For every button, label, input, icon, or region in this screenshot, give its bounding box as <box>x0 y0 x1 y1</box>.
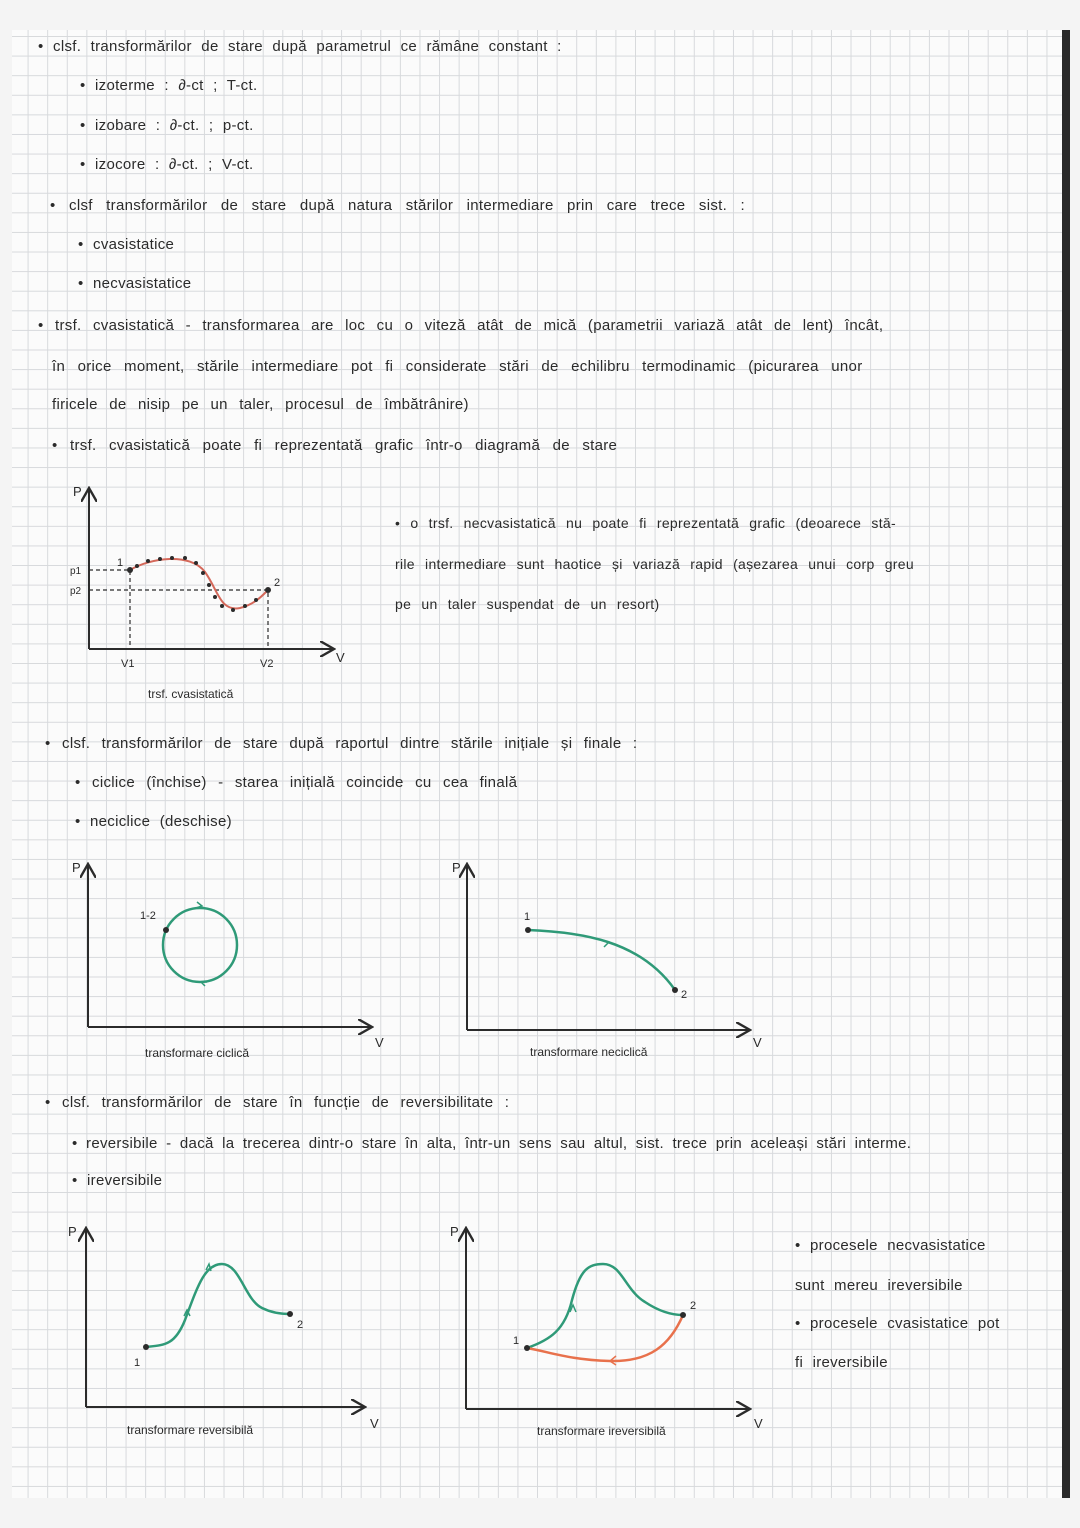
v1-label: V1 <box>121 658 135 670</box>
side-note-line: rile intermediare sunt haotice și variază rapid (așezarea unui corp greu <box>395 556 914 572</box>
quasistatic-diagram <box>70 484 345 701</box>
point2-label: 2 <box>274 577 281 589</box>
p-axis-label: P <box>73 484 82 499</box>
reversible-curve <box>146 1264 290 1347</box>
list-item: • izobare : ∂-ct. ; p-ct. <box>80 117 254 134</box>
point1-label: 1 <box>513 1335 520 1347</box>
side-note-line: fi ireversibile <box>795 1354 888 1371</box>
point2-label: 2 <box>690 1300 697 1312</box>
point2-label: 2 <box>297 1319 304 1331</box>
list-item: • neciclice (deschise) <box>75 813 232 830</box>
quasistatic-curve <box>130 559 268 609</box>
cyclic-diagram <box>72 860 384 1060</box>
v-axis-label: V <box>753 1035 762 1050</box>
point1-label: 1 <box>134 1357 141 1369</box>
v-axis-label: V <box>375 1035 384 1050</box>
v-axis-label: V <box>370 1416 379 1431</box>
list-item: • ciclice (închise) - starea inițială coincide cu cea finală <box>75 774 518 791</box>
diagram-caption: transformare reversibilă <box>127 1423 254 1437</box>
p-axis-label: P <box>452 860 461 875</box>
p-axis-label: P <box>68 1224 77 1239</box>
definition-line: în orice moment, stările intermediare pot fi considerate stări de echilibru termodinamic (picurarea unor <box>52 358 863 375</box>
v2-label: V2 <box>260 658 274 670</box>
diagram-caption: transformare ciclică <box>145 1046 250 1060</box>
reversible-diagram <box>68 1224 379 1437</box>
side-note-line: pe un taler suspendat de un resort) <box>395 596 660 612</box>
p1-label: p1 <box>70 566 82 577</box>
v-axis-label: V <box>336 650 345 665</box>
diagram-caption: transformare neciclică <box>530 1045 648 1059</box>
heading-initial-final: • clsf. transformărilor de stare după raportul dintre stările inițiale și finale : <box>45 735 638 752</box>
definition-line: firicele de nisip pe un taler, procesul de îmbătrânire) <box>52 396 469 413</box>
side-note-line: • procesele cvasistatice pot <box>795 1315 1000 1332</box>
list-item: • ireversibile <box>72 1172 163 1189</box>
side-note-line: • procesele necvasistatice <box>795 1237 986 1254</box>
list-item: • necvasistatice <box>78 275 192 292</box>
point-label: 1-2 <box>140 910 156 922</box>
heading-constant-parameter: • clsf. transformărilor de stare după parametrul ce rămâne constant : <box>38 38 562 55</box>
noncyclic-diagram <box>452 860 762 1059</box>
point1-label: 1 <box>117 557 124 569</box>
point2-label: 2 <box>681 989 688 1001</box>
direction-arrows <box>196 902 207 986</box>
projection-lines <box>89 570 268 649</box>
intermediate-state-dots <box>135 556 258 612</box>
graph-note: • trsf. cvasistatică poate fi reprezentată grafic într-o diagramă de stare <box>52 437 618 454</box>
list-item: • cvasistatice <box>78 236 175 253</box>
direction-arrow <box>602 940 609 947</box>
v-axis-label: V <box>754 1416 763 1431</box>
diagram-caption: trsf. cvasistatică <box>148 687 234 701</box>
side-note-line: • o trsf. necvasistatică nu poate fi reprezentată grafic (deoarece stă- <box>395 515 896 531</box>
p2-label: p2 <box>70 586 82 597</box>
p-axis-label: P <box>72 860 81 875</box>
heading-intermediate-states: • clsf transformărilor de stare după natura stărilor intermediare prin care trece sist. : <box>50 197 746 214</box>
definition-line: • trsf. cvasistatică - transformarea are loc cu o viteză atât de mică (parametrii variază atât de lent) încât, <box>38 317 884 334</box>
cycle-curve <box>163 908 237 982</box>
list-item: • izoterme : ∂-ct ; T-ct. <box>80 77 258 94</box>
p-axis-label: P <box>450 1224 459 1239</box>
point1-label: 1 <box>524 911 531 923</box>
noncyclic-curve <box>528 930 675 990</box>
heading-reversibility: • clsf. transformărilor de stare în funcție de reversibilitate : <box>45 1094 510 1111</box>
list-item: • izocore : ∂-ct. ; V-ct. <box>80 156 254 173</box>
diagram-caption: transformare ireversibilă <box>537 1424 666 1438</box>
side-note-line: sunt mereu ireversibile <box>795 1277 963 1294</box>
forward-curve <box>527 1264 683 1348</box>
irreversible-diagram <box>450 1224 763 1438</box>
list-item: • reversibile - dacă la trecerea dintr-o stare în alta, într-un sens sau altul, sist. trece prin aceleași stări interme. <box>72 1135 912 1152</box>
